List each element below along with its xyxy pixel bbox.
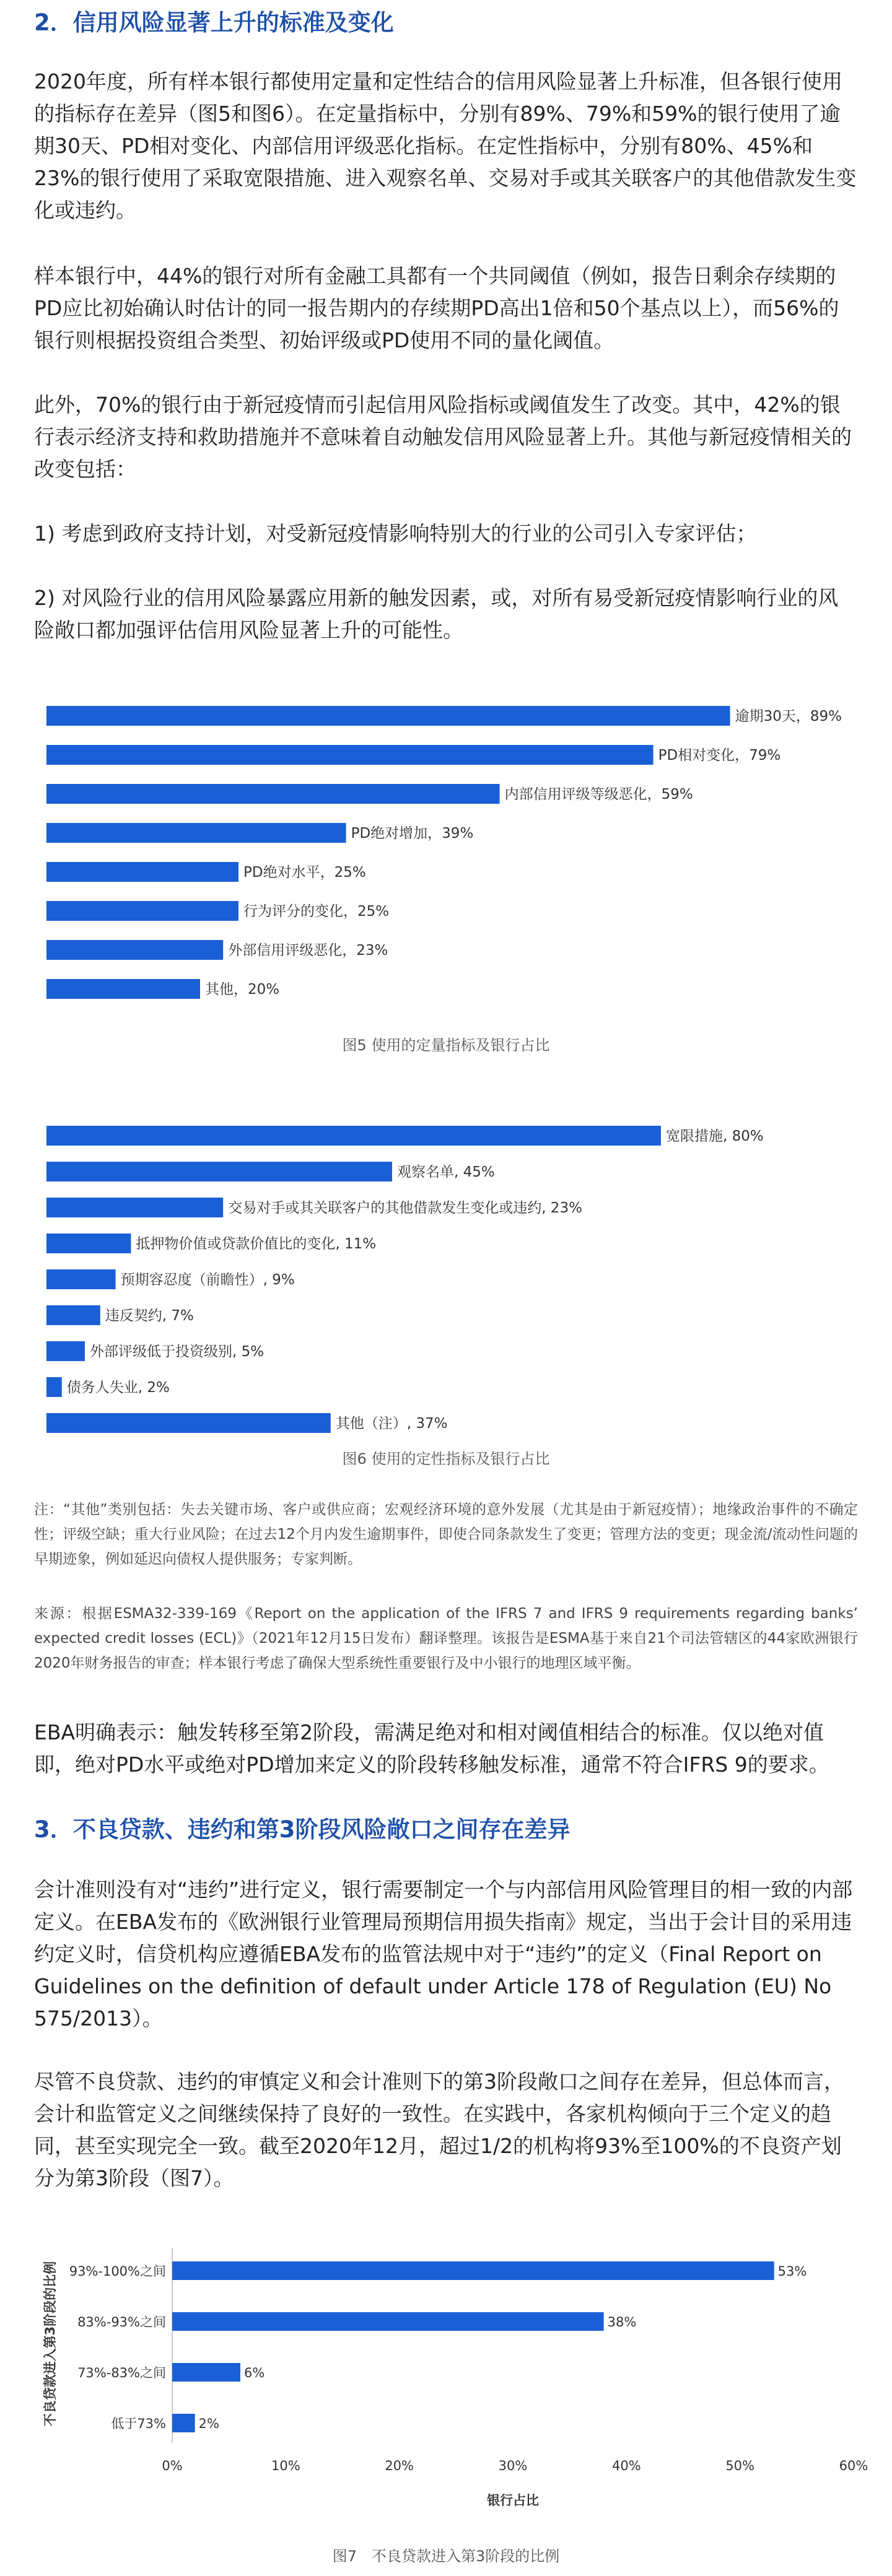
figure-caption: 图6 使用的定性指标及银行占比 [342,1450,550,1468]
figure-note: 注：“其他”类别包括：失去关键市场、客户或供应商；宏观经济环境的意外发展（尤其是由于新冠疫情）；地缘政治事件的不确定性；评级空缺；重大行业风险；在过去12个月内发生逾期事件，即使合同条款发生了变更；管理方法的变更；现金流/流动性问题的早期迹象，例如延迟向债权人提供服务；专家判断。 [34,1502,858,1567]
bar-data-label: 53% [777,2264,807,2279]
bar [46,901,238,921]
bar [46,1162,392,1181]
bar-data-label: 违反契约, 7% [105,1308,194,1324]
bar-data-label: 宽限措施, 80% [666,1128,764,1144]
bar [172,2312,604,2331]
paragraph: 会计准则没有对“违约”进行定义，银行需要制定一个与内部信用风险管理目的相一致的内部定义。在EBA发布的《欧洲银行业管理局预期信用损失指南》规定，当出于会计目的采用违约定义时，信贷机构应遵循EBA发布的监管法规中对于“违约”的定义（Final Report on Guidelines on the definition of default under Article 178 of Regulation (EU) No 575/2013）。 [34,1878,853,2030]
bar-data-label: 债务人失业, 2% [66,1380,170,1396]
bar [46,1126,661,1146]
bar [46,784,500,804]
bar [172,2261,774,2280]
bar-data-label: PD绝对水平，25% [243,864,366,881]
npl-stage3-chart [0,2229,892,2539]
bar-data-label: 观察名单, 45% [397,1164,495,1180]
figure-caption: 图5 使用的定量指标及银行占比 [342,1037,550,1054]
bar [46,940,223,960]
x-axis-title: 银行占比 [487,2493,539,2508]
bar [46,1341,85,1361]
bar-data-label: 交易对手或其关联客户的其他借款发生变化或违约, 23% [228,1200,582,1216]
paragraph: 1) 考虑到政府支持计划，对受新冠疫情影响特别大的行业的公司引入专家评估； [34,521,757,546]
section-heading: 3．不良贷款、违约和第3阶段风险敞口之间存在差异 [34,1816,571,1843]
bar [46,979,200,999]
bar-data-label: 其他，20% [205,981,280,998]
bar-data-label: 逾期30天，89% [735,708,842,724]
paragraph: 样本银行中，44%的银行对所有金融工具都有一个共同阈值（例如，报告日剩余存续期的PD应比初始确认时估计的同一报告期内的存续期PD高出1倍和50个基点以上），而56%的银行则根据投资组合类型、初始评级或PD使用不同的量化阈值。 [34,264,839,352]
x-tick-label: 10% [271,2458,300,2473]
paragraph: EBA明确表示：触发转移至第2阶段，需满足绝对和相对阈值相结合的标准。仅以绝对值即，绝对PD水平或绝对PD增加来定义的阶段转移触发标准，通常不符合IFRS 9的要求。 [34,1720,829,1777]
x-tick-label: 20% [385,2458,414,2473]
category-label: 低于73% [111,2416,166,2431]
category-label: 83%-93%之间 [77,2315,166,2330]
quantitative-indicators-chart [0,687,892,1022]
x-tick-label: 0% [162,2458,183,2473]
bar [46,1269,116,1289]
x-tick-label: 40% [611,2458,641,2473]
bar [46,823,346,843]
paragraph: 2) 对风险行业的信用风险暴露应用新的触发因素，或，对所有易受新冠疫情影响行业的风险敞口都加强评估信用风险显著上升的可能性。 [34,586,839,642]
bar-data-label: PD绝对增加，39% [351,825,474,842]
category-label: 93%-100%之间 [69,2264,166,2279]
bar-data-label: 抵押物价值或贷款价值比的变化, 11% [136,1236,377,1252]
paragraph: 此外，70%的银行由于新冠疫情而引起信用风险指标或阈值发生了改变。其中，42%的银行表示经济支持和救助措施并不意味着自动触发信用风险显著上升。其他与新冠疫情相关的改变包括： [34,393,852,481]
bar [46,1305,100,1325]
bar [46,745,654,765]
bar-data-label: 行为评分的变化，25% [243,903,390,920]
bar [46,1198,223,1217]
bar [46,1377,62,1397]
section-heading: 2．信用风险显著上升的标准及变化 [34,9,394,36]
source-note: 来源：根据ESMA32-339-169《Report on the application of the IFRS 7 and IFRS 9 requirements regarding banks’ expected credit losses (ECL)》（2021年12月15日发布）翻译整理。该报告是ESMA基于来自21个司法管辖区的44家欧洲银行2020年财务报告的审查；样本银行考虑了确保大型系统性重要银行及中小银行的地理区域平衡。 [34,1606,858,1671]
bar-data-label: 预期容忍度（前瞻性）, 9% [120,1272,295,1288]
bar-data-label: 其他（注）, 37% [335,1416,448,1432]
bar [172,2414,195,2432]
bar [46,1234,131,1253]
y-axis-title: 不良贷款进入第3阶段的比例 [43,2261,58,2427]
category-label: 73%-83%之间 [77,2365,166,2380]
bar-data-label: 外部评级低于投资级别, 5% [90,1344,265,1360]
bar-data-label: 38% [607,2315,637,2330]
bar-data-label: 外部信用评级恶化，23% [228,942,388,959]
x-tick-label: 50% [725,2458,755,2473]
bar [46,1413,331,1433]
x-tick-label: 60% [839,2458,868,2473]
bar [46,862,238,882]
bar-data-label: 2% [198,2416,219,2431]
figure-caption: 图7 不良贷款进入第3阶段的比例 [332,2548,560,2565]
bar [172,2363,240,2382]
bar-data-label: PD相对变化，79% [658,747,781,764]
bar-data-label: 6% [244,2365,265,2380]
paragraph: 2020年度，所有样本银行都使用定量和定性结合的信用风险显著上升标准，但各银行使用的指标存在差异（图5和图6）。在定量指标中，分别有89%、79%和59%的银行使用了逾期30天、PD相对变化、内部信用评级恶化指标。在定性指标中，分别有80%、45%和23%的银行使用了采取宽限措施、进入观察名单、交易对手或其关联客户的其他借款发生变化或违约。 [34,69,857,222]
bar-data-label: 内部信用评级等级恶化，59% [504,786,693,803]
qualitative-indicators-chart [0,1108,892,1455]
x-tick-label: 30% [498,2458,528,2473]
paragraph: 尽管不良贷款、违约的审慎定义和会计准则下的第3阶段敞口之间存在差异，但总体而言，会计和监管定义之间继续保持了良好的一致性。在实践中，各家机构倾向于三个定义的趋同，甚至实现完全一致。截至2020年12月，超过1/2的机构将93%至100%的不良资产划分为第3阶段（图7）。 [34,2069,844,2190]
bar [46,706,730,726]
